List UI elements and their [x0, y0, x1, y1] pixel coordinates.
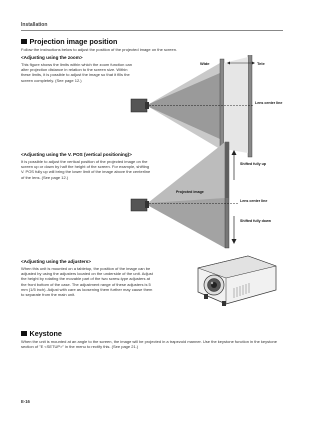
section-title-text: Keystone: [29, 329, 62, 338]
beam-extension: [224, 57, 248, 153]
projector-lens: [145, 102, 149, 109]
keystone-body: When the unit is mounted at an angle to the screen, the image will be projected in a trapezoid manner. Use the keystone function in the keystone section of "E <SETUP>" in the menu to rectify this. (See page 21.): [21, 339, 277, 350]
vpos-diagram: [130, 140, 290, 250]
adjusters-body: When this unit is mounted on a tabletop, the position of the image can be adjusted by using the adjusters located on the underside of the unit. Adjust the height by rotating the movable part of the two screw-type adjusters at the front bottom of the case. The adjustment range of these adjusters is 5 mm (1/5 inch). Adjust with care as loosening them further may cause them to separate from the main unit.: [21, 266, 153, 298]
page-number: E-16: [21, 399, 30, 404]
beam-shifted-down: [149, 198, 225, 248]
section-title-text: Projection image position: [29, 37, 118, 46]
section-bullet-icon: [21, 331, 27, 337]
section-title-projection-position: [21, 37, 117, 46]
label-lens-center: Lens center line: [255, 101, 283, 105]
label-wide: Wide: [200, 61, 210, 66]
zoom-body: This figure shows the limits within which the zoom function can alter projection distance in relation to the screen size. Within these limits, it is possible to adjust the image so that it fills the screen completely. (See page 12.): [21, 62, 132, 83]
beam-shifted-up: [149, 142, 225, 205]
label-shifted-up: Shifted fully up: [240, 162, 266, 166]
tele-beam: [149, 73, 220, 139]
vpos-body: It is possible to adjust the vertical position of the projected image on the screen up or down by half the height of the screen. For example, shifting V. POS fully up will bring the lower limit of the image above the centerline of the lens. (See page 12.): [21, 159, 151, 180]
projector-shape: [131, 99, 147, 112]
front-adjuster-right: [222, 301, 226, 306]
label-tele: Tele: [257, 61, 265, 66]
section-bullet-icon: [21, 39, 27, 45]
screen-near: [220, 59, 224, 153]
adjusters-heading: <Adjusting using the adjusters>: [21, 259, 91, 264]
projector-lens: [145, 201, 149, 208]
section-intro: Follow the instructions below to adjust the position of the projected image on the screen.: [21, 47, 178, 52]
label-shifted-down: Shifted fully down: [240, 219, 271, 223]
header-divider: [21, 30, 283, 31]
projector-illustration: [190, 250, 282, 310]
label-lens-center: Lens center line: [240, 199, 268, 203]
page-header: [21, 22, 283, 32]
label-projected-image: Projected image: [176, 190, 204, 194]
header-section-title: Installation: [21, 22, 48, 28]
zoom-heading: <Adjusting using the zoom>: [21, 55, 83, 60]
section-title-keystone: [21, 329, 62, 338]
projector-shape: [131, 199, 147, 211]
vpos-heading: <Adjusting using the V. POS (vertical positioning)>: [21, 152, 132, 157]
front-adjuster-left: [204, 294, 208, 299]
